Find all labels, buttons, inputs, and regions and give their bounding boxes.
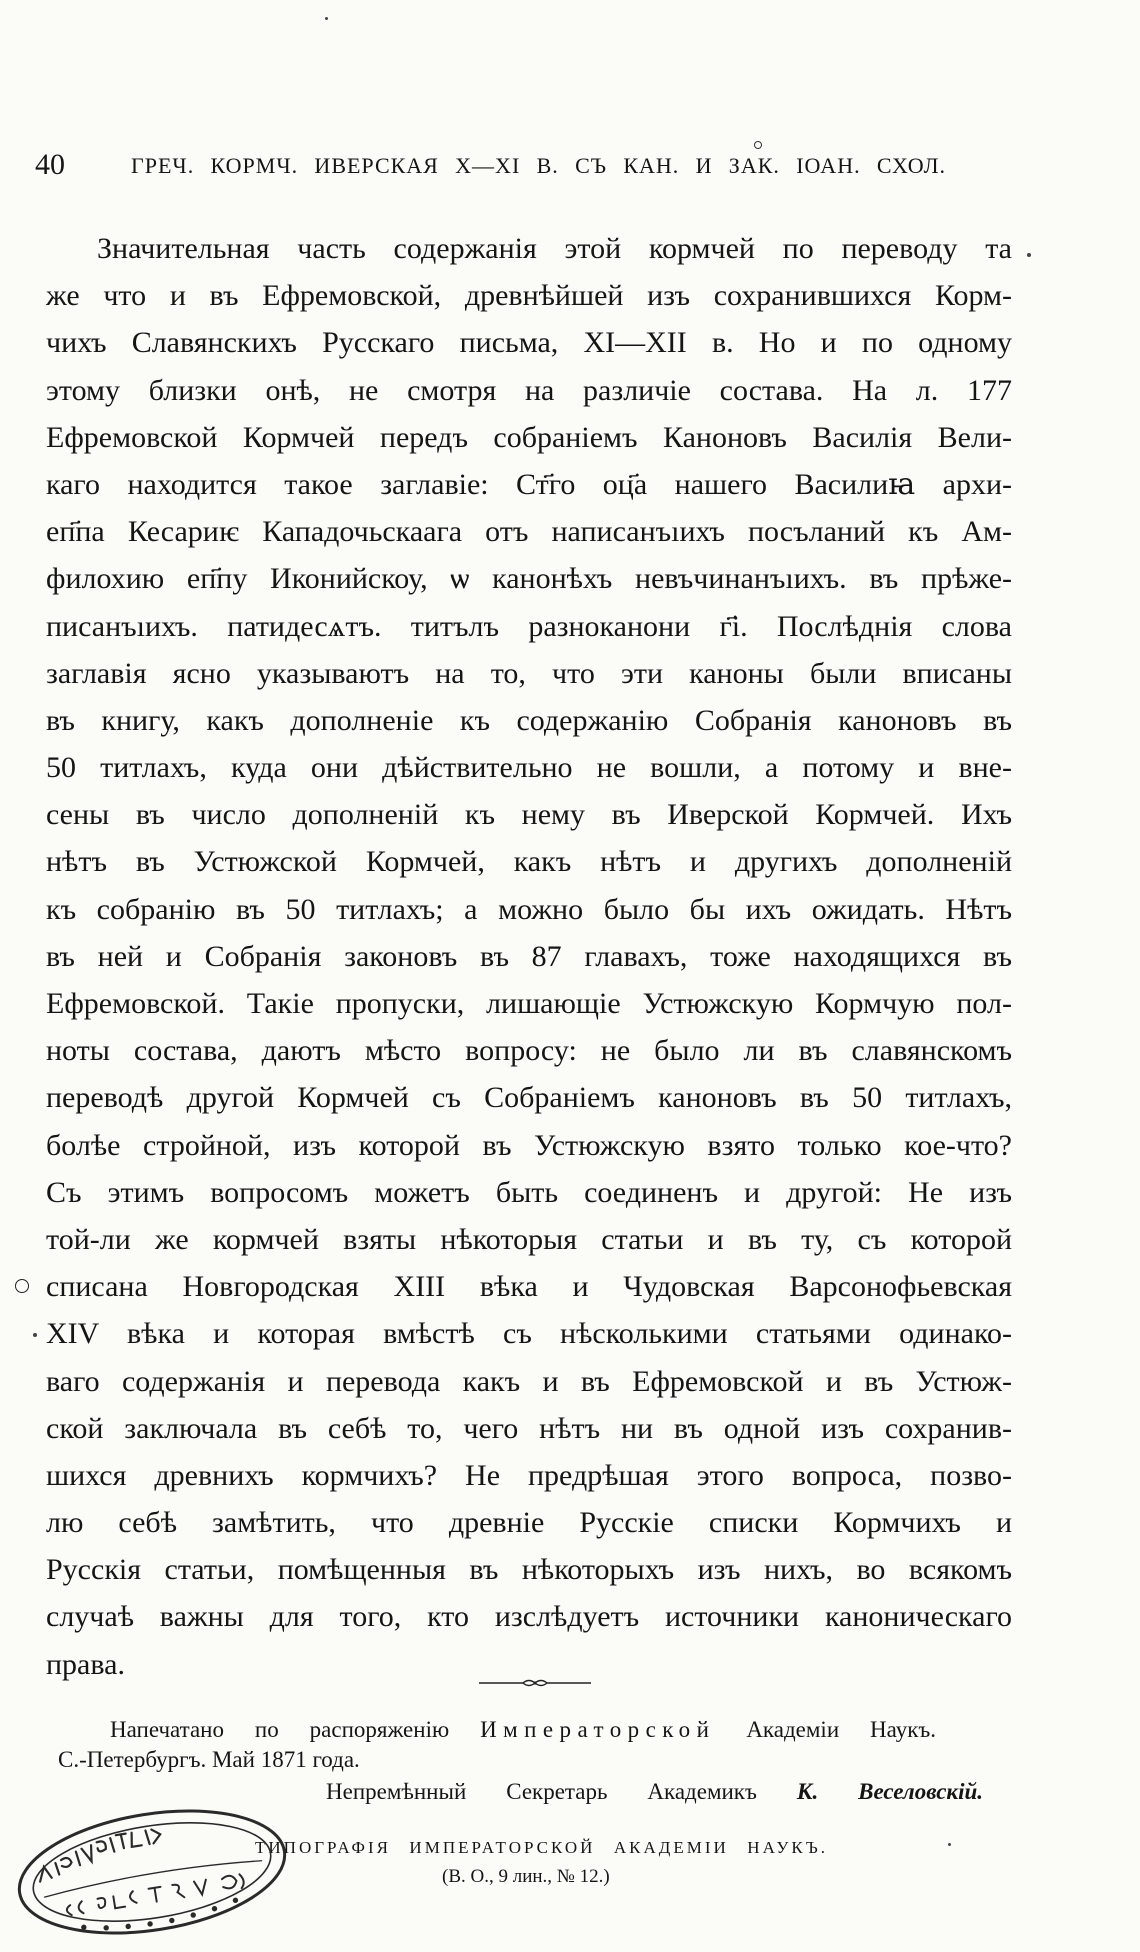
- scan-speck: [1027, 253, 1031, 257]
- body-line: къ собранію въ 50 титлахъ; а можно было бы ихъ ожидать. Нѣтъ: [46, 892, 1012, 926]
- body-line: Ефремовской Кормчей передъ собраніемъ Каноновъ Василія Вели-: [46, 420, 1012, 454]
- body-line: той-ли же кормчей взяты нѣкоторыя статьи и въ ту, съ которой: [46, 1222, 1012, 1256]
- body-line: сены въ число дополненій къ нему въ Иверской Кормчей. Ихъ: [46, 798, 1012, 832]
- body-line: этому близки онѣ, не смотря на различіе состава. На л. 177: [46, 373, 1012, 407]
- scan-speck: [325, 17, 328, 20]
- body-line: Значительная часть содержанія этой кормчей по переводу та: [97, 232, 1012, 265]
- body-line: заглавія ясно указываютъ на то, что эти каноны были вписаны: [46, 656, 1012, 690]
- scan-speck: [754, 141, 762, 149]
- body-line: ноты состава, даютъ мѣсто вопросу: не было ли въ славянскомъ: [46, 1034, 1012, 1068]
- body-line: переводѣ другой Кормчей съ Собраніемъ каноновъ въ 50 титлахъ,: [46, 1081, 1012, 1115]
- imprint-secretary-title: Непремѣнный Секретарь Академикъ: [326, 1779, 757, 1804]
- body-line: Съ этимъ вопросомъ можетъ быть соединенъ и другой: Не изъ: [46, 1175, 1012, 1209]
- body-line: ской заключала въ себѣ то, чего нѣтъ ни въ одной изъ сохранив-: [46, 1411, 1012, 1445]
- ornament-rule-icon: [479, 1678, 591, 1688]
- imprint-secretary-name: К. Веселовскій.: [796, 1779, 983, 1804]
- body-line: Ефремовской. Такіе пропуски, лишающіе Устюжскую Кормчую пол-: [46, 987, 1012, 1020]
- body-line: писанъıихъ. патидесѧтъ. титълъ разноканони г҃і. Послѣднія слова: [46, 609, 1012, 643]
- body-line: въ книгу, какъ дополненіе къ содержанію Собранія каноновъ въ: [46, 703, 1012, 737]
- body-line: Русскія статьи, помѣщенныя въ нѣкоторыхъ изъ нихъ, во всякомъ: [46, 1553, 1012, 1587]
- imprint-printed-by-lead: Напечатано по распоряженію: [110, 1717, 450, 1742]
- body-line: же что и въ Ефремовской, древнѣйшей изъ сохранившихся Корм-: [46, 279, 1012, 313]
- body-line: 50 титлахъ, куда они дѣйствительно не вошли, а потому и вне-: [46, 751, 1012, 785]
- body-line: права.: [46, 1647, 125, 1681]
- imprint-printed-by-tail: Академіи Наукъ.: [746, 1717, 936, 1742]
- body-line: случаѣ важны для того, кто изслѣдуетъ источники каноническаго: [46, 1600, 1012, 1634]
- body-line: XIV вѣка и которая вмѣстѣ съ нѣсколькими статьями одинако-: [46, 1317, 1012, 1351]
- body-line: ваго содержанія и перевода какъ и въ Ефремовской и въ Устюж-: [46, 1364, 1012, 1398]
- printer-name: ТИПОГРАФІЯ ИМПЕРАТОРСКОЙ АКАДЕМІИ НАУКЪ.: [255, 1838, 828, 1857]
- body-line: болѣе стройной, изъ которой въ Устюжскую взято только кое-что?: [46, 1128, 1012, 1162]
- body-line: списана Новгородская XIII вѣка и Чудовская Варсонофьевская: [46, 1270, 1012, 1304]
- margin-ring-mark: [15, 1279, 29, 1293]
- body-line: нѣтъ въ Устюжской Кормчей, какъ нѣтъ и другихъ дополненій: [46, 845, 1012, 879]
- imprint-secretary: [326, 1777, 983, 1807]
- imprint-printed-by: [110, 1715, 936, 1745]
- running-head-title: ГРЕЧ. КОРМЧ. ИВЕРСКАЯ X—XI В. СЪ КАН. И ЗАК. ІОАН. СХОЛ.: [131, 153, 946, 178]
- body-line: лю себѣ замѣтить, что древніе Русскіе списки Кормчихъ и: [46, 1506, 1012, 1540]
- imprint-printed-by-academy: Императорской: [480, 1717, 716, 1742]
- body-line: шихся древнихъ кормчихъ? Не предрѣшая этого вопроса, позво-: [46, 1458, 1012, 1492]
- imprint-place-date: С.-Петербургъ. Май 1871 года.: [58, 1747, 360, 1772]
- body-line: чихъ Славянскихъ Русскаго письма, XI—XII в. Но и по одному: [46, 326, 1012, 360]
- body-paragraph: [46, 225, 1012, 1688]
- library-stamp-icon: [6, 1794, 298, 1946]
- page-number: 40: [35, 148, 65, 181]
- body-line: каго находится такое заглавіе: Ст҃го оц҃а нашего Василиꙗ архи-: [46, 467, 1012, 501]
- body-line: еп҃па Кесариѥ Кападочьскаага отъ написанъıихъ посъланий къ Ам-: [46, 515, 1012, 549]
- body-line: въ ней и Собранія законовъ въ 87 главахъ, тоже находящихся въ: [46, 939, 1012, 973]
- body-line: филохию еп҃пу Иконийскоу, ѡ канонѣхъ невъчинанъıихъ. въ прѣже-: [46, 562, 1012, 596]
- scan-speck: [948, 1843, 951, 1846]
- scan-speck: [33, 1333, 37, 1337]
- printer-address: (В. О., 9 лин., № 12.): [442, 1866, 610, 1887]
